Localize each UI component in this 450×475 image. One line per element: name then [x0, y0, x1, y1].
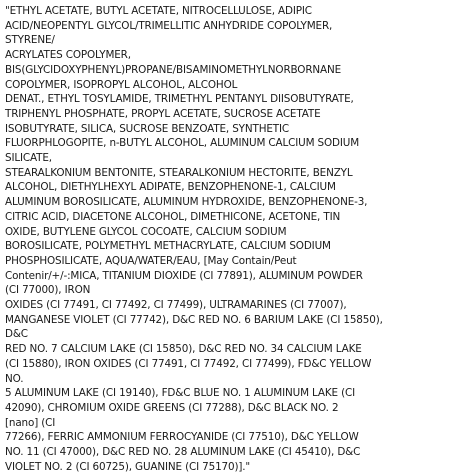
ingredient-line: OXIDES (CI 77491, CI 77492, CI 77499), ULTRAMARINES (CI 77007), — [5, 299, 347, 312]
ingredient-line: NO. — [5, 372, 24, 385]
ingredient-line: OXIDE, BUTYLENE GLYCOL COCOATE, CALCIUM SODIUM — [5, 225, 287, 238]
ingredient-line: TRIPHENYL PHOSPHATE, PROPYL ACETATE, SUCROSE ACETATE — [5, 107, 321, 120]
ingredient-line: CITRIC ACID, DIACETONE ALCOHOL, DIMETHICONE, ACETONE, TIN — [5, 210, 341, 223]
ingredient-line: COPOLYMER, ISOPROPYL ALCOHOL, ALCOHOL — [5, 78, 238, 91]
ingredient-line: (CI 15880), IRON OXIDES (CI 77491, CI 77492, CI 77499), FD&C YELLOW — [5, 357, 372, 370]
ingredient-list — [5, 4, 445, 475]
ingredient-line: 77266), FERRIC AMMONIUM FERROCYANIDE (CI 77510), D&C YELLOW — [5, 431, 359, 444]
ingredient-line: ISOBUTYRATE, SILICA, SUCROSE BENZOATE, SYNTHETIC — [5, 122, 289, 135]
ingredient-line: 5 ALUMINUM LAKE (CI 19140), FD&C BLUE NO. 1 ALUMINUM LAKE (CI — [5, 387, 356, 400]
ingredient-line: FLUORPHLOGOPITE, n-BUTYL ALCOHOL, ALUMINUM CALCIUM SODIUM — [5, 137, 360, 150]
ingredient-line: ALCOHOL, DIETHYLHEXYL ADIPATE, BENZOPHENONE-1, CALCIUM — [5, 181, 336, 194]
ingredient-line: ALUMINUM BOROSILICATE, ALUMINUM HYDROXIDE, BENZOPHENONE-3, — [5, 196, 368, 209]
ingredient-line: Contenir/+/-:MICA, TITANIUM DIOXIDE (CI 77891), ALUMINUM POWDER — [5, 269, 363, 282]
ingredient-line: SILICATE, — [5, 152, 52, 165]
ingredient-line: ACRYLATES COPOLYMER, — [5, 49, 131, 62]
ingredient-line: DENAT., ETHYL TOSYLAMIDE, TRIMETHYL PENTANYL DIISOBUTYRATE, — [5, 93, 354, 106]
ingredient-line: ACID/NEOPENTYL GLYCOL/TRIMELLITIC ANHYDRIDE COPOLYMER, — [5, 19, 333, 32]
ingredient-line: RED NO. 7 CALCIUM LAKE (CI 15850), D&C RED NO. 34 CALCIUM LAKE — [5, 343, 362, 356]
ingredient-line: BOROSILICATE, POLYMETHYL METHACRYLATE, CALCIUM SODIUM — [5, 240, 331, 253]
ingredient-line: VIOLET NO. 2 (CI 60725), GUANINE (CI 75170)]." — [5, 460, 251, 473]
ingredient-line: (CI 77000), IRON — [5, 284, 91, 297]
ingredient-line: "ETHYL ACETATE, BUTYL ACETATE, NITROCELLULOSE, ADIPIC — [5, 5, 312, 17]
ingredient-line: BIS(GLYCIDOXYPHENYL)PROPANE/BISAMINOMETHYLNORBORNANE — [5, 63, 342, 76]
ingredient-line: STEARALKONIUM BENTONITE, STEARALKONIUM HECTORITE, BENZYL — [5, 166, 353, 179]
ingredient-line: STYRENE/ — [5, 34, 55, 47]
ingredient-line: D&C — [5, 328, 28, 341]
ingredient-line: PHOSPHOSILICATE, AQUA/WATER/EAU, [May Contain/Peut — [5, 254, 297, 267]
ingredient-line: [nano] (CI — [5, 416, 56, 429]
ingredient-line: MANGANESE VIOLET (CI 77742), D&C RED NO. 6 BARIUM LAKE (CI 15850), — [5, 313, 383, 326]
ingredient-line: NO. 11 (CI 47000), D&C RED NO. 28 ALUMINUM LAKE (CI 45410), D&C — [5, 446, 361, 459]
ingredient-line: 42090), CHROMIUM OXIDE GREENS (CI 77288), D&C BLACK NO. 2 — [5, 401, 339, 414]
